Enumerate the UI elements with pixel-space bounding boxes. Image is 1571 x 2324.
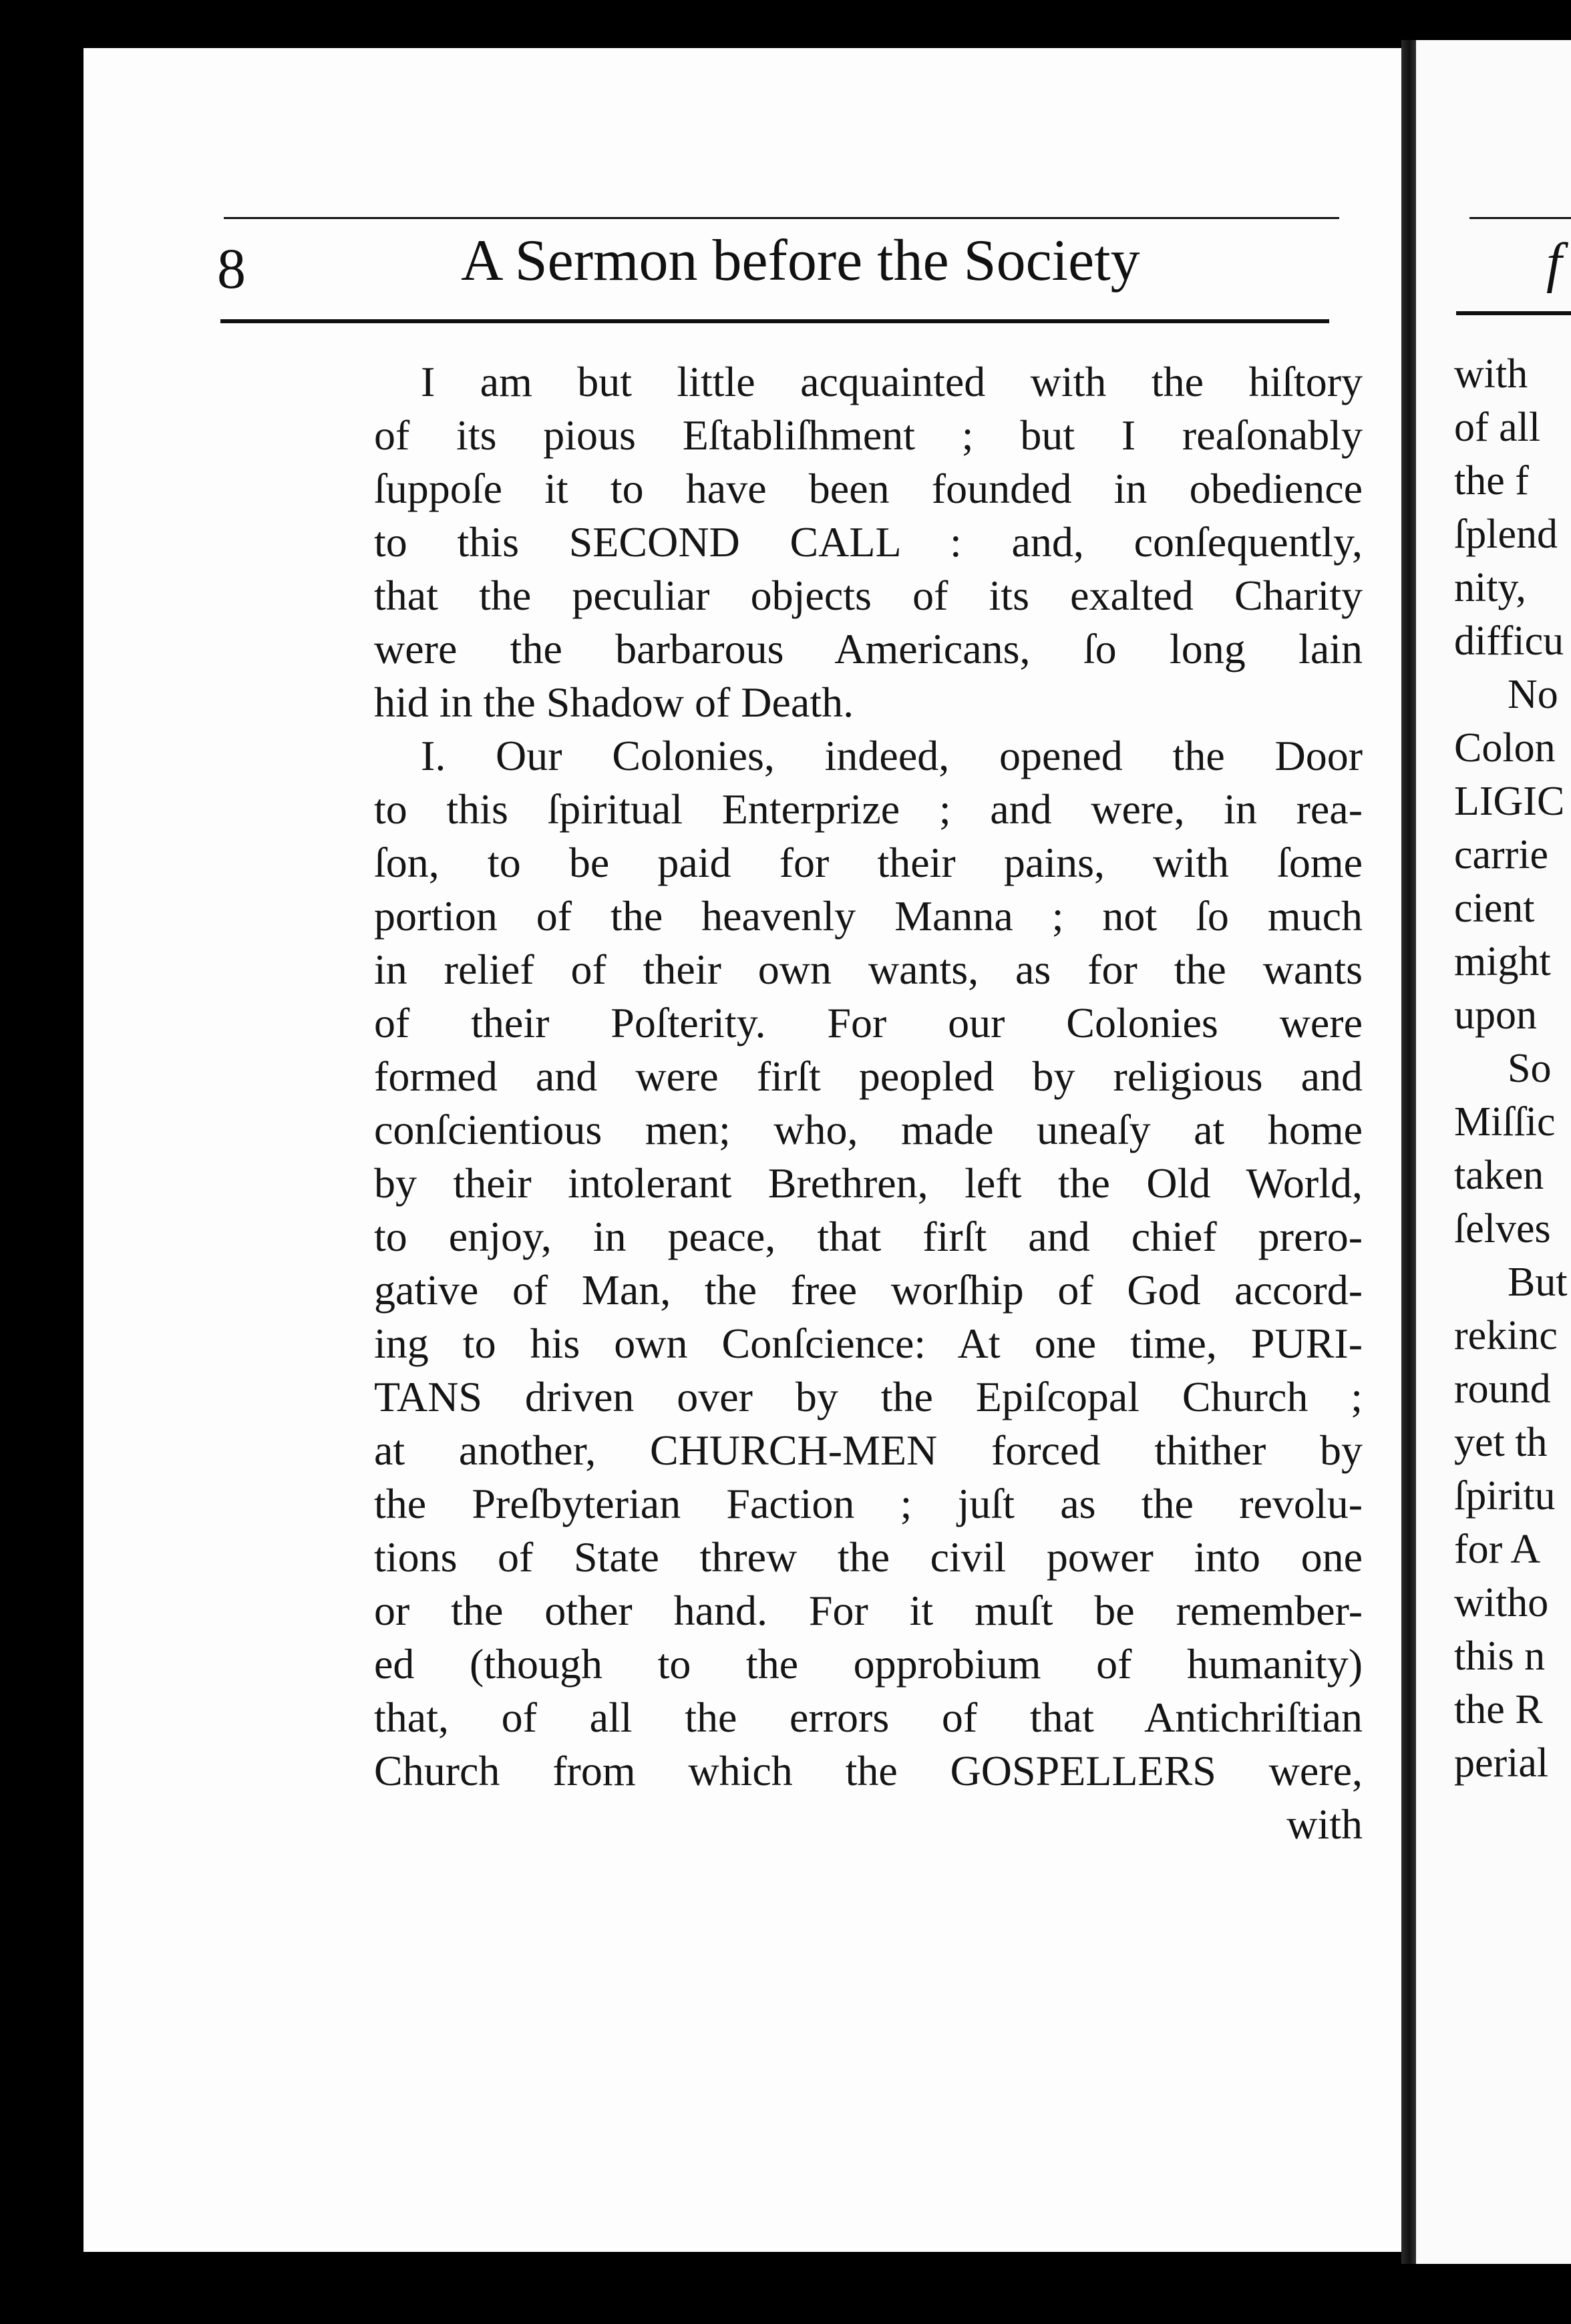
right-running-head: f <box>1546 232 1562 294</box>
text-line: yet th <box>1454 1420 1548 1465</box>
text-line: the R <box>1454 1687 1543 1732</box>
text-line: with <box>1286 1800 1363 1848</box>
text-line: Church from which the GOSPELLERS were, <box>374 1747 1363 1794</box>
text-line: of their Poſterity. For our Colonies were <box>374 999 1363 1046</box>
running-head <box>461 227 1140 295</box>
text-line: difficu <box>1454 618 1564 664</box>
text-line: I. Our Colonies, indeed, opened the Door <box>421 732 1363 779</box>
text-line: round <box>1454 1366 1551 1412</box>
page-number: 8 <box>217 236 246 301</box>
text-line: formed and were firſt peopled by religious and <box>374 1052 1363 1100</box>
text-line: by their intolerant Brethren, left the Old World, <box>374 1159 1363 1207</box>
text-line: that, of all the errors of that Antichriſtian <box>374 1694 1363 1741</box>
text-line: perial <box>1454 1740 1549 1786</box>
text-line: conſcientious men; who, made uneaſy at home <box>374 1106 1363 1153</box>
text-line: ſuppoſe it to have been founded in obedience <box>374 465 1363 512</box>
body-text <box>374 355 1363 1851</box>
text-line: to this ſpiritual Enterprize ; and were, in rea- <box>374 785 1363 833</box>
text-line: that the peculiar objects of its exalted Charity <box>374 572 1363 619</box>
text-line: the f <box>1454 458 1529 504</box>
text-line: witho <box>1454 1580 1549 1625</box>
text-line: were the barbarous Americans, ſo long lain <box>374 625 1363 672</box>
text-line: So <box>1508 1046 1552 1091</box>
text-line: rekinc <box>1454 1313 1558 1358</box>
text-line: for A <box>1454 1527 1541 1572</box>
right-header-top-rule <box>1469 217 1571 219</box>
running-head-text: A Sermon before the Society <box>461 228 1140 293</box>
text-line: ſon, to be paid for their pains, with ſome <box>374 839 1363 886</box>
right-header-bottom-rule <box>1456 311 1571 315</box>
text-line: gative of Man, the free worſhip of God accord- <box>374 1266 1363 1314</box>
text-line: the Preſbyterian Faction ; juſt as the revolu- <box>374 1480 1363 1527</box>
text-line: ſpiritu <box>1454 1473 1556 1519</box>
text-line: in relief of their own wants, as for the wants <box>374 946 1363 993</box>
header-top-rule <box>224 217 1339 219</box>
text-line: hid in the Shadow of Death. <box>374 679 854 726</box>
text-line: I am but little acquainted with the hiſtory <box>421 358 1363 405</box>
text-line: ed (though to the opprobium of humanity) <box>374 1640 1363 1688</box>
text-line: taken <box>1454 1153 1544 1198</box>
text-line: TANS driven over by the Epiſcopal Church ; <box>374 1373 1363 1420</box>
text-line: might <box>1454 939 1551 984</box>
text-line: Colon <box>1454 725 1556 771</box>
text-line: tions of State threw the civil power into one <box>374 1533 1363 1581</box>
text-line: No <box>1508 672 1558 717</box>
text-line: to enjoy, in peace, that firſt and chief prero- <box>374 1213 1363 1260</box>
text-line: of all <box>1454 405 1541 450</box>
text-line: with <box>1454 351 1528 397</box>
text-line: Miſſic <box>1454 1099 1556 1145</box>
text-line: at another, CHURCH-MEN forced thither by <box>374 1426 1363 1474</box>
header-bottom-rule <box>220 319 1329 323</box>
text-line: this n <box>1454 1633 1546 1679</box>
book-gutter <box>1401 40 1417 2264</box>
text-line: or the other hand. For it muſt be remember- <box>374 1587 1363 1634</box>
text-line: ſplend <box>1454 512 1558 557</box>
text-line: ſelves <box>1454 1206 1551 1251</box>
text-line: LIGIC <box>1454 779 1565 824</box>
text-line: portion of the heavenly Manna ; not ſo much <box>374 892 1363 940</box>
text-line: ing to his own Conſcience: At one time, PURI- <box>374 1320 1363 1367</box>
text-line: of its pious Eſtabliſhment ; but I reaſonably <box>374 411 1363 459</box>
text-line: upon <box>1454 992 1537 1038</box>
text-line: to this SECOND CALL : and, conſequently, <box>374 518 1363 566</box>
right-page-text <box>1454 347 1571 1790</box>
text-line: But <box>1508 1260 1568 1305</box>
text-line: cient <box>1454 886 1535 931</box>
text-line: carrie <box>1454 832 1549 878</box>
text-line: nity, <box>1454 565 1526 610</box>
